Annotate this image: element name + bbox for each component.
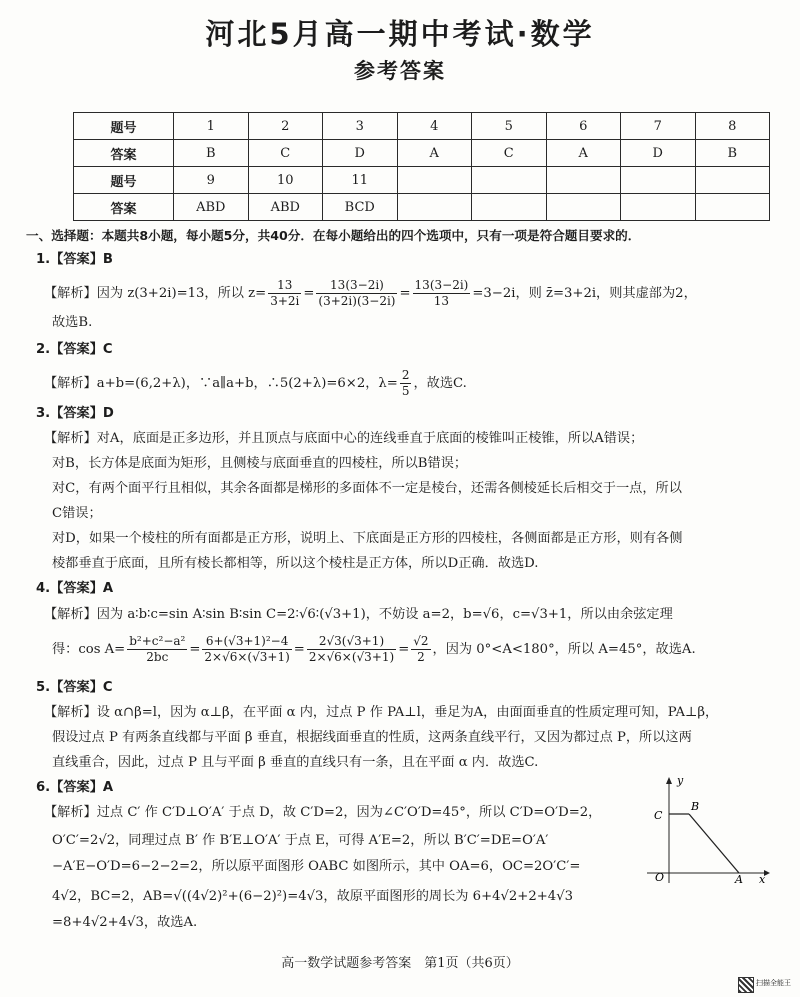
denominator: 2 (417, 650, 425, 664)
table-cell: A (397, 140, 472, 167)
table-cell: 9 (174, 167, 249, 194)
q1-text-b: =3−2i，则 z̄=3+2i，则其虚部为2， (472, 286, 697, 301)
table-cell: D (323, 140, 398, 167)
page-title: 河北5月高一期中考试·数学 (205, 17, 595, 51)
denominator: 13 (433, 294, 450, 308)
fraction (127, 634, 187, 665)
q5-line: 假设过点 P 有两条直线都与平面 β 垂直，根据线面垂直的性质，这两条直线平行，又因为都过点 P，所以这两 (52, 730, 692, 745)
page-subtitle: 参考答案 (354, 59, 446, 83)
table-cell: 2 (248, 113, 323, 140)
denominator: 2×√6×(√3+1) (308, 650, 395, 664)
table-cell (472, 194, 547, 221)
table-cell: 8 (695, 113, 770, 140)
row-label-answer: 答案 (74, 194, 174, 221)
y-axis-arrow (666, 777, 672, 784)
q6-line: 【解析】过点 C′ 作 C′D⊥O′A′ 于点 D，故 C′D=2，因为∠C′O′D=45°，所以 C′D=O′D=2， (44, 805, 602, 820)
fraction (202, 634, 291, 665)
label-c: C (654, 809, 663, 822)
q5-line: 【解析】设 α∩β=l，因为 α⊥β，在平面 α 内，过点 P 作 PA⊥l，垂足为A，由面面垂直的性质定理可知，PA⊥β， (44, 705, 719, 720)
denominator: 3+2i (270, 294, 300, 308)
table-cell: 3 (323, 113, 398, 140)
q2-text-b: ，故选C. (413, 376, 467, 391)
numerator: b²+c²−a² (129, 634, 186, 648)
fraction (307, 634, 396, 665)
q6-line: 4√2，BC=2，AB=√((4√2)²+(6−2)²)=4√3，故原平面图形的周长为 6+4√2+2+4√3 (52, 889, 573, 904)
label-a: A (735, 873, 743, 884)
table-row (74, 113, 770, 140)
q4-answer-tag: 4.【答案】A (36, 581, 114, 596)
section-heading: 一、选择题：本题共8小题，每小题5分，共40分．在每小题给出的四个选项中，只有一项是符合题目要求的． (26, 228, 641, 243)
numerator: 13(3−2i) (316, 278, 397, 294)
table-cell (546, 194, 621, 221)
table-cell: B (174, 140, 249, 167)
table-cell (546, 167, 621, 194)
q1-conclusion: 故选B. (52, 315, 93, 330)
table-cell: C (248, 140, 323, 167)
q5-answer-tag: 5.【答案】C (36, 680, 113, 695)
table-cell: B (695, 140, 770, 167)
q3-line: 【解析】对A，底面是正多边形，并且顶点与底面中心的连线垂直于底面的棱锥叫正棱锥，所以A错误； (44, 431, 644, 446)
table-cell (397, 167, 472, 194)
label-b: B (691, 800, 700, 813)
denominator: 2×√6×(√3+1) (204, 650, 290, 664)
table-cell: A (546, 140, 621, 167)
q6-line: =8+4√2+4√3，故选A. (52, 915, 198, 930)
table-cell: 5 (472, 113, 547, 140)
fraction (413, 278, 471, 309)
numerator: 2 (401, 368, 410, 382)
table-row (74, 167, 770, 194)
numerator: 6+(√3+1)²−4 (202, 634, 291, 650)
denominator: 2bc (146, 650, 169, 664)
table-cell (695, 194, 770, 221)
q2-solution-line (44, 368, 467, 399)
table-cell: ABD (174, 194, 249, 221)
q4-text-b: ，因为 0°<A<180°，所以 A=45°，故选A. (432, 642, 696, 657)
page-footer: 高一数学试题参考答案 第1页（共6页） (281, 956, 519, 971)
row-label-answer: 答案 (74, 140, 174, 167)
numerator: 13(3−2i) (414, 278, 469, 292)
denominator: (3+2i)(3−2i) (318, 294, 396, 308)
table-cell (397, 194, 472, 221)
table-cell: ABD (248, 194, 323, 221)
numerator: 2√3(√3+1) (307, 634, 396, 650)
q3-line: C错误； (52, 506, 102, 521)
label-y: y (677, 774, 684, 787)
q1-solution-line: 【解析】因为 z(3+2i)=13，所以 z= $\frac{13}{3+2i}$ = $\frac{13(3-2i)}{(3+2i)(3-2i)}$ = $\frac{13(3-2i)}{13}$ =3−2i，则 z̄=3+2i，则其虚部为2， (44, 278, 697, 308)
q3-line: 对D，如果一个棱柱的所有面都是正方形，说明上、下底面是正方形的四棱柱，各侧面都是正方形，则有各侧 (52, 531, 683, 546)
table-cell: 4 (397, 113, 472, 140)
numerator: 13 (268, 278, 301, 294)
q4-formula-line: 得：cos A= $\frac{\text{b²+c²−a²}}{2bc}$ = $\frac{\text{6+(√3+1)²−4}}{2\times√6\times(√3+1)}$ = $\frac{2√3(√3+1)}{2\times√6\times(√3+1)}$ = $\frac{√2}{2}$ ，因为 0°<A<180°，所以 A=45°，故选A. (52, 634, 696, 664)
table-cell (472, 167, 547, 194)
q1-answer-tag: 1.【答案】B (36, 252, 113, 267)
row-label-question: 题号 (74, 167, 174, 194)
table-cell (695, 167, 770, 194)
table-cell: 6 (546, 113, 621, 140)
numerator: √2 (413, 634, 429, 648)
fraction (400, 368, 412, 399)
q1-text-a: 【解析】因为 z(3+2i)=13，所以 z= (44, 286, 267, 301)
q3-line: 对B，长方体是底面为矩形，且侧棱与底面垂直的四棱柱，所以B错误； (52, 456, 468, 471)
denominator: 5 (401, 384, 410, 398)
scanner-watermark: 扫描全能王 (756, 979, 791, 987)
fraction (316, 278, 397, 309)
q3-line: 对C，有两个面平行且相似，其余各面都是梯形的多面体不一定是棱台，还需各侧棱延长后相交于一点，所以 (52, 481, 682, 496)
qr-code-icon (738, 977, 754, 993)
segment-ba (689, 814, 739, 873)
label-o: O (655, 871, 665, 884)
q5-line: 直线重合，因此，过点 P 且与平面 β 垂直的直线只有一条，且在平面 α 内．故选C. (52, 755, 539, 770)
q2-text-a: 【解析】a+b=(6,2+λ)，∵a∥a+b，∴5(2+λ)=6×2，λ= (44, 376, 398, 391)
answer-table (73, 112, 770, 221)
fraction (411, 634, 430, 665)
table-cell: 7 (621, 113, 696, 140)
table-cell: D (621, 140, 696, 167)
q6-line: O′C′=2√2，同理过点 B′ 作 B′E⊥O′A′ 于点 E，可得 A′E=2，所以 B′C′=DE=O′A′ (52, 833, 549, 848)
q6-line: −A′E−O′D=6−2−2=2，所以原平面图形 OABC 如图所示，其中 OA=6，OC=2O′C′= (52, 859, 581, 874)
table-cell (621, 167, 696, 194)
table-cell: 11 (323, 167, 398, 194)
fraction (268, 278, 301, 309)
table-cell (621, 194, 696, 221)
table-row (74, 194, 770, 221)
q3-line: 棱都垂直于底面，且所有棱长都相等，所以这个棱柱是正方体，所以D正确．故选D. (52, 556, 539, 571)
q3-answer-tag: 3.【答案】D (36, 406, 114, 421)
table-cell: BCD (323, 194, 398, 221)
q4-text-a: 得：cos A= (52, 642, 126, 657)
q2-answer-tag: 2.【答案】C (36, 342, 113, 357)
table-cell: 10 (248, 167, 323, 194)
q6-answer-tag: 6.【答案】A (36, 780, 114, 795)
trapezoid-figure (642, 772, 770, 884)
table-cell: C (472, 140, 547, 167)
table-cell: 1 (174, 113, 249, 140)
label-x: x (759, 873, 766, 884)
q4-line: 【解析】因为 a∶b∶c=sin A∶sin B∶sin C=2∶√6∶(√3+1)，不妨设 a=2，b=√6，c=√3+1，所以由余弦定理 (44, 607, 673, 622)
table-row (74, 140, 770, 167)
row-label-question: 题号 (74, 113, 174, 140)
